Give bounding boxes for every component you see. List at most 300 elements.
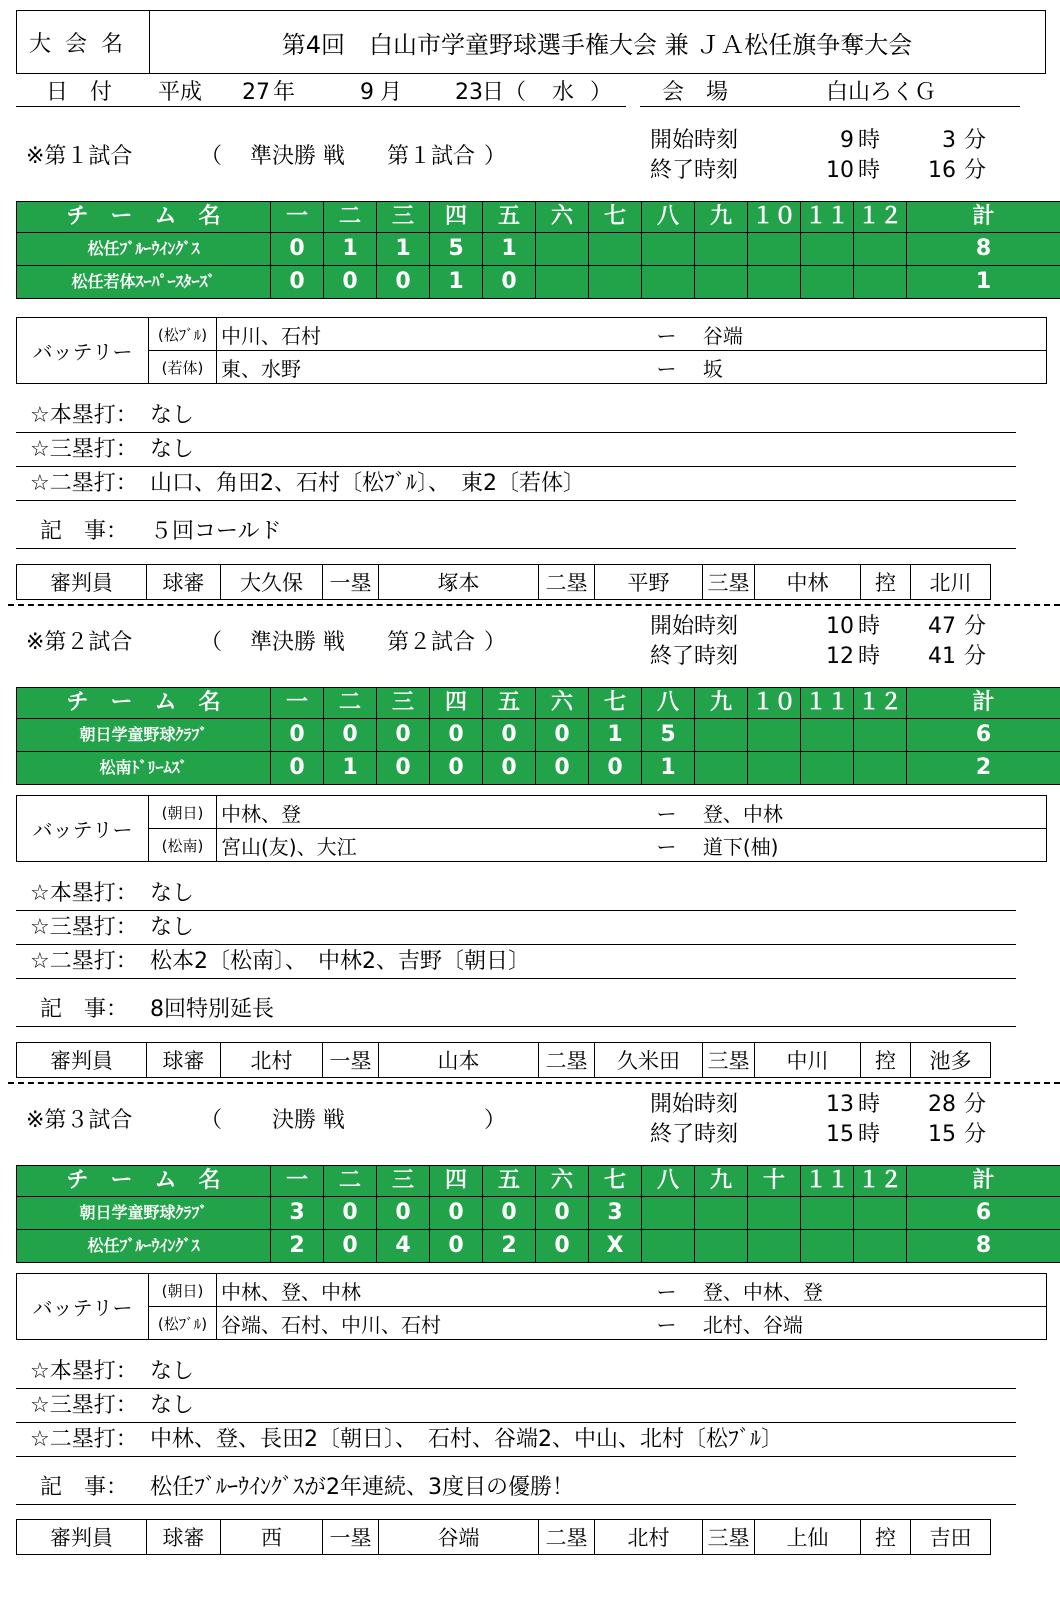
inning-score (536, 266, 589, 299)
umpire-name: 久米田 (595, 1043, 703, 1078)
hour-unit: 時 (858, 1122, 881, 1147)
catchers: 北村、谷端 (702, 1312, 803, 1337)
umpire-row (17, 565, 991, 600)
battery-table (16, 795, 1047, 862)
year: 27 (242, 80, 270, 105)
triple-label: ☆三塁打： (30, 915, 138, 940)
inning-score (854, 1197, 907, 1230)
minute-unit: 分 (964, 644, 987, 669)
inning-header: 五 (483, 688, 536, 719)
umpire-position: 球審 (147, 565, 221, 600)
divider (16, 1504, 1016, 1505)
inning-score: 0 (536, 1230, 589, 1263)
end-label: 終了時刻 (650, 158, 739, 183)
inning-header: 四 (430, 202, 483, 233)
day: 23 (455, 80, 483, 105)
inning-score (748, 719, 801, 752)
open-paren: （ (200, 144, 223, 169)
inning-score: 0 (324, 719, 377, 752)
team-name: 朝日学童野球ｸﾗﾌﾞ (17, 1197, 271, 1230)
umpire-position: 二塁 (539, 1043, 595, 1078)
notes-value: ５回コールド (150, 519, 282, 544)
hr-label: ☆本塁打： (30, 1359, 138, 1384)
battery-team: (若体) (149, 351, 217, 384)
team-name-header: チ ー ム 名 (17, 688, 271, 719)
inning-score (801, 752, 854, 785)
inning-score (748, 752, 801, 785)
inning-header: 八 (642, 688, 695, 719)
start-minute: 47 (928, 614, 956, 639)
inning-header: １２ (854, 1166, 907, 1197)
weekday: 水 (552, 80, 575, 105)
close-paren: ） (484, 144, 507, 169)
catchers-cell (657, 1307, 1047, 1340)
inning-score (854, 233, 907, 266)
notes-value: 松任ﾌﾞﾙｰｳｲﾝｸﾞｽが2年連続、3度目の優勝！ (150, 1475, 574, 1500)
inning-score (589, 266, 642, 299)
battery-label: バッテリー (17, 796, 149, 862)
close-paren: ） (590, 80, 613, 105)
divider (16, 1388, 1016, 1389)
game-title: ※第１試合 (26, 144, 133, 169)
start-hour: 10 (826, 614, 854, 639)
catchers: 登、中林、登 (702, 1279, 823, 1304)
inning-score: 0 (536, 719, 589, 752)
game-sub: 第１試合 (387, 144, 476, 169)
month: 9 (360, 80, 374, 105)
team-name: 朝日学童野球ｸﾗﾌﾞ (17, 719, 271, 752)
notes-label: 記 事： (40, 1475, 129, 1500)
inning-score: 0 (430, 1230, 483, 1263)
umpire-position: 二塁 (539, 565, 595, 600)
umpire-name: 池多 (911, 1043, 991, 1078)
inning-score: 2 (483, 1230, 536, 1263)
inning-score: 2 (271, 1230, 324, 1263)
inning-score: 1 (430, 266, 483, 299)
inning-score: 3 (271, 1197, 324, 1230)
inning-header: 三 (377, 688, 430, 719)
dash: ー (656, 1312, 677, 1337)
umpire-name: 中林 (755, 565, 861, 600)
umpire-name: 北川 (911, 565, 991, 600)
end-minute: 16 (928, 158, 956, 183)
inning-score (854, 752, 907, 785)
close-paren: ） (484, 1108, 507, 1133)
umpire-name: 吉田 (911, 1520, 991, 1555)
inning-score (642, 1197, 695, 1230)
umpire-position: 三塁 (703, 1043, 755, 1078)
end-label: 終了時刻 (650, 1122, 739, 1147)
dash: ー (656, 323, 677, 348)
catchers: 谷端 (702, 323, 743, 348)
inning-header: 三 (377, 1166, 430, 1197)
start-hour: 13 (826, 1092, 854, 1117)
inning-header: １０ (748, 688, 801, 719)
battery-table (16, 317, 1047, 384)
battery-row (17, 796, 1047, 829)
dash: ー (656, 834, 677, 859)
scoreboard-header (17, 1166, 1060, 1197)
double-label: ☆二塁打： (30, 949, 138, 974)
inning-header: 二 (324, 688, 377, 719)
inning-score: 0 (536, 752, 589, 785)
triple-value: なし (150, 1393, 195, 1418)
inning-score: 5 (430, 233, 483, 266)
open-paren: （ (200, 1108, 223, 1133)
pitchers: 東、水野 (217, 351, 657, 384)
close-paren: ） (484, 630, 507, 655)
divider (16, 1026, 1016, 1027)
inning-header: 九 (695, 688, 748, 719)
catchers-cell (657, 351, 1047, 384)
inning-header: １０ (748, 202, 801, 233)
inning-header: 二 (324, 1166, 377, 1197)
umpire-position: 二塁 (539, 1520, 595, 1555)
inning-score: 0 (377, 752, 430, 785)
pitchers: 宮山(友)、大江 (217, 829, 657, 862)
inning-header: 二 (324, 202, 377, 233)
inning-score (695, 233, 748, 266)
team-name: 松南ﾄﾞﾘｰﾑｽﾞ (17, 752, 271, 785)
umpire-name: 山本 (379, 1043, 539, 1078)
total-header: 計 (907, 688, 1060, 719)
team-row (17, 266, 1060, 299)
umpire-row (17, 1043, 991, 1078)
scoreboard (16, 687, 1060, 785)
umpire-name: 平野 (595, 565, 703, 600)
umpire-position: 控 (861, 1520, 911, 1555)
inning-score: 0 (271, 752, 324, 785)
inning-score (748, 1230, 801, 1263)
catchers-cell (657, 318, 1047, 351)
inning-header: 一 (271, 1166, 324, 1197)
era: 平成 (158, 80, 203, 105)
inning-header: 八 (642, 202, 695, 233)
umpire-name: 塚本 (379, 565, 539, 600)
umpire-name: 上仙 (755, 1520, 861, 1555)
umpire-position: 三塁 (703, 565, 755, 600)
pitchers: 中林、登 (217, 796, 657, 829)
triple-label: ☆三塁打： (30, 437, 138, 462)
divider (16, 432, 1016, 433)
inning-header: 八 (642, 1166, 695, 1197)
total-score: 6 (907, 1197, 1060, 1230)
inning-score: 0 (483, 752, 536, 785)
start-minute: 3 (942, 128, 956, 153)
start-label: 開始時刻 (650, 1092, 739, 1117)
battery-row (17, 351, 1047, 384)
umpire-position: 一塁 (323, 565, 379, 600)
battery-team: (松ﾌﾞﾙ) (149, 318, 217, 351)
inning-score: 1 (377, 233, 430, 266)
pitchers: 谷端、石村、中川、石村 (217, 1307, 657, 1340)
inning-score (695, 1197, 748, 1230)
team-row (17, 1197, 1060, 1230)
end-label: 終了時刻 (650, 644, 739, 669)
minute-unit: 分 (964, 1122, 987, 1147)
hr-label: ☆本塁打： (30, 403, 138, 428)
start-label: 開始時刻 (650, 128, 739, 153)
inning-header: １２ (854, 688, 907, 719)
game-round: 決勝 戦 (272, 1108, 345, 1133)
game-sub: 第２試合 (387, 630, 476, 655)
game-separator (8, 1082, 1060, 1084)
divider (16, 466, 1016, 467)
double-value: 松本2〔松南〕、 中林2、吉野〔朝日〕 (150, 949, 530, 974)
inning-score (854, 719, 907, 752)
dash: ー (656, 1279, 677, 1304)
dash: ー (656, 356, 677, 381)
battery-label: バッテリー (17, 318, 149, 384)
end-hour: 10 (826, 158, 854, 183)
total-score: 6 (907, 719, 1060, 752)
inning-score: 1 (589, 719, 642, 752)
month-unit: 月 (380, 80, 403, 105)
inning-score: 0 (324, 1197, 377, 1230)
inning-score (589, 233, 642, 266)
inning-score: 0 (271, 266, 324, 299)
umpire-label: 審判員 (17, 1043, 147, 1078)
total-header: 計 (907, 202, 1060, 233)
tournament-caption: 大会名 (17, 11, 150, 73)
inning-score: 0 (430, 752, 483, 785)
pitchers: 中林、登、中林 (217, 1274, 657, 1307)
date-underline (16, 106, 626, 107)
hr-value: なし (150, 881, 195, 906)
inning-score: 0 (589, 752, 642, 785)
umpire-position: 一塁 (323, 1520, 379, 1555)
notes-label: 記 事： (40, 997, 129, 1022)
inning-header: 六 (536, 202, 589, 233)
inning-score (801, 266, 854, 299)
divider (16, 548, 1016, 549)
hour-unit: 時 (858, 128, 881, 153)
inning-score: 3 (589, 1197, 642, 1230)
triple-value: なし (150, 437, 195, 462)
inning-score: 0 (430, 1197, 483, 1230)
inning-score: 0 (271, 233, 324, 266)
end-minute: 15 (928, 1122, 956, 1147)
minute-unit: 分 (964, 128, 987, 153)
inning-header: 一 (271, 202, 324, 233)
end-hour: 12 (826, 644, 854, 669)
inning-header: １１ (801, 688, 854, 719)
divider (16, 500, 1016, 501)
battery-table (16, 1273, 1047, 1340)
umpire-name: 谷端 (379, 1520, 539, 1555)
inning-header: 三 (377, 202, 430, 233)
double-value: 山口、角田2、石村〔松ﾌﾞﾙ〕、 東2〔若体〕 (150, 471, 585, 496)
date-label: 日 付 (46, 80, 113, 105)
battery-label: バッテリー (17, 1274, 149, 1340)
umpire-table (16, 1042, 991, 1078)
triple-value: なし (150, 915, 195, 940)
open-paren: （ (200, 630, 223, 655)
battery-team: (松南) (149, 829, 217, 862)
inning-score (801, 1197, 854, 1230)
start-minute: 28 (928, 1092, 956, 1117)
game-separator (8, 604, 1060, 606)
hr-value: なし (150, 403, 195, 428)
total-score: 8 (907, 233, 1060, 266)
total-score: 8 (907, 1230, 1060, 1263)
inning-header: 六 (536, 688, 589, 719)
battery-row (17, 318, 1047, 351)
umpire-position: 一塁 (323, 1043, 379, 1078)
inning-score (536, 233, 589, 266)
catchers: 登、中林 (702, 801, 783, 826)
inning-score: 0 (324, 1230, 377, 1263)
inning-score (801, 1230, 854, 1263)
team-name: 松任若体ｽｰﾊﾟｰｽﾀｰｽﾞ (17, 266, 271, 299)
scoreboard (16, 1165, 1060, 1263)
dash: ー (656, 801, 677, 826)
catchers-cell (657, 796, 1047, 829)
double-label: ☆二塁打： (30, 471, 138, 496)
hour-unit: 時 (858, 614, 881, 639)
inning-header: 七 (589, 202, 642, 233)
umpire-position: 控 (861, 1043, 911, 1078)
inning-score (748, 233, 801, 266)
inning-score (695, 752, 748, 785)
divider (16, 910, 1016, 911)
umpire-position: 三塁 (703, 1520, 755, 1555)
inning-header: 七 (589, 1166, 642, 1197)
inning-score (854, 1230, 907, 1263)
tournament-title: 第4回 白山市学童野球選手権大会 兼 ＪＡ松任旗争奪大会 (281, 30, 913, 59)
inning-score: 5 (642, 719, 695, 752)
double-value: 中林、登、長田2〔朝日〕、 石村、谷端2、中山、北村〔松ﾌﾞﾙ〕 (150, 1427, 783, 1452)
umpire-name: 中川 (755, 1043, 861, 1078)
inning-score (642, 266, 695, 299)
double-label: ☆二塁打： (30, 1427, 138, 1452)
umpire-position: 控 (861, 565, 911, 600)
inning-score (695, 1230, 748, 1263)
team-row (17, 719, 1060, 752)
day-unit: 日（ (482, 80, 527, 105)
inning-score: X (589, 1230, 642, 1263)
end-minute: 41 (928, 644, 956, 669)
catchers: 坂 (702, 356, 723, 381)
notes-label: 記 事： (40, 519, 129, 544)
year-unit: 年 (273, 80, 296, 105)
inning-score: 1 (324, 233, 377, 266)
hour-unit: 時 (858, 644, 881, 669)
inning-score: 0 (483, 719, 536, 752)
minute-unit: 分 (964, 158, 987, 183)
inning-header: 九 (695, 1166, 748, 1197)
catchers-cell (657, 829, 1047, 862)
inning-score: 0 (324, 266, 377, 299)
minute-unit: 分 (964, 1092, 987, 1117)
inning-score: 1 (642, 752, 695, 785)
inning-score (801, 719, 854, 752)
inning-header: 四 (430, 1166, 483, 1197)
game-round: 準決勝 戦 (250, 144, 345, 169)
scoreboard-header (17, 202, 1060, 233)
inning-header: 四 (430, 688, 483, 719)
inning-score: 0 (430, 719, 483, 752)
battery-team: (朝日) (149, 1274, 217, 1307)
umpire-position: 球審 (147, 1520, 221, 1555)
umpire-table (16, 1519, 991, 1555)
divider (16, 944, 1016, 945)
inning-score (748, 266, 801, 299)
hour-unit: 時 (858, 1092, 881, 1117)
inning-score: 0 (377, 1197, 430, 1230)
inning-score (642, 233, 695, 266)
start-hour: 9 (840, 128, 854, 153)
battery-row (17, 1307, 1047, 1340)
divider (16, 1422, 1016, 1423)
battery-team: (朝日) (149, 796, 217, 829)
divider (16, 1456, 1016, 1457)
inning-score: 1 (483, 233, 536, 266)
inning-header: １２ (854, 202, 907, 233)
inning-header: 五 (483, 202, 536, 233)
inning-score: 0 (377, 266, 430, 299)
inning-score: 0 (483, 1197, 536, 1230)
inning-header: 九 (695, 202, 748, 233)
scoreboard (16, 201, 1060, 299)
team-row (17, 1230, 1060, 1263)
inning-score: 0 (271, 719, 324, 752)
umpire-table (16, 564, 991, 600)
inning-score (854, 266, 907, 299)
inning-header: 六 (536, 1166, 589, 1197)
catchers: 道下(柚) (702, 834, 779, 859)
umpire-label: 審判員 (17, 1520, 147, 1555)
team-row (17, 233, 1060, 266)
venue: 白山ろくＧ (826, 80, 937, 105)
inning-header: １１ (801, 202, 854, 233)
umpire-label: 審判員 (17, 565, 147, 600)
inning-score: 1 (324, 752, 377, 785)
hr-value: なし (150, 1359, 195, 1384)
total-score: 1 (907, 266, 1060, 299)
inning-score (695, 266, 748, 299)
team-name-header: チ ー ム 名 (17, 1166, 271, 1197)
venue-underline (640, 106, 1020, 107)
umpire-name: 北村 (595, 1520, 703, 1555)
team-name-header: チ ー ム 名 (17, 202, 271, 233)
notes-value: 8回特別延長 (150, 997, 274, 1022)
triple-label: ☆三塁打： (30, 1393, 138, 1418)
inning-header: 一 (271, 688, 324, 719)
tournament-header (16, 10, 1046, 74)
inning-score (801, 233, 854, 266)
game-title: ※第３試合 (26, 1108, 133, 1133)
minute-unit: 分 (964, 614, 987, 639)
umpire-position: 球審 (147, 1043, 221, 1078)
divider (16, 978, 1016, 979)
umpire-name: 大久保 (221, 565, 323, 600)
game-title: ※第２試合 (26, 630, 133, 655)
hour-unit: 時 (858, 158, 881, 183)
battery-row (17, 829, 1047, 862)
start-label: 開始時刻 (650, 614, 739, 639)
end-hour: 15 (826, 1122, 854, 1147)
inning-header: 七 (589, 688, 642, 719)
scoreboard-header (17, 688, 1060, 719)
inning-score: 0 (377, 719, 430, 752)
inning-header: 五 (483, 1166, 536, 1197)
battery-team: (松ﾌﾞﾙ) (149, 1307, 217, 1340)
inning-score (748, 1197, 801, 1230)
team-row (17, 752, 1060, 785)
hr-label: ☆本塁打： (30, 881, 138, 906)
total-score: 2 (907, 752, 1060, 785)
